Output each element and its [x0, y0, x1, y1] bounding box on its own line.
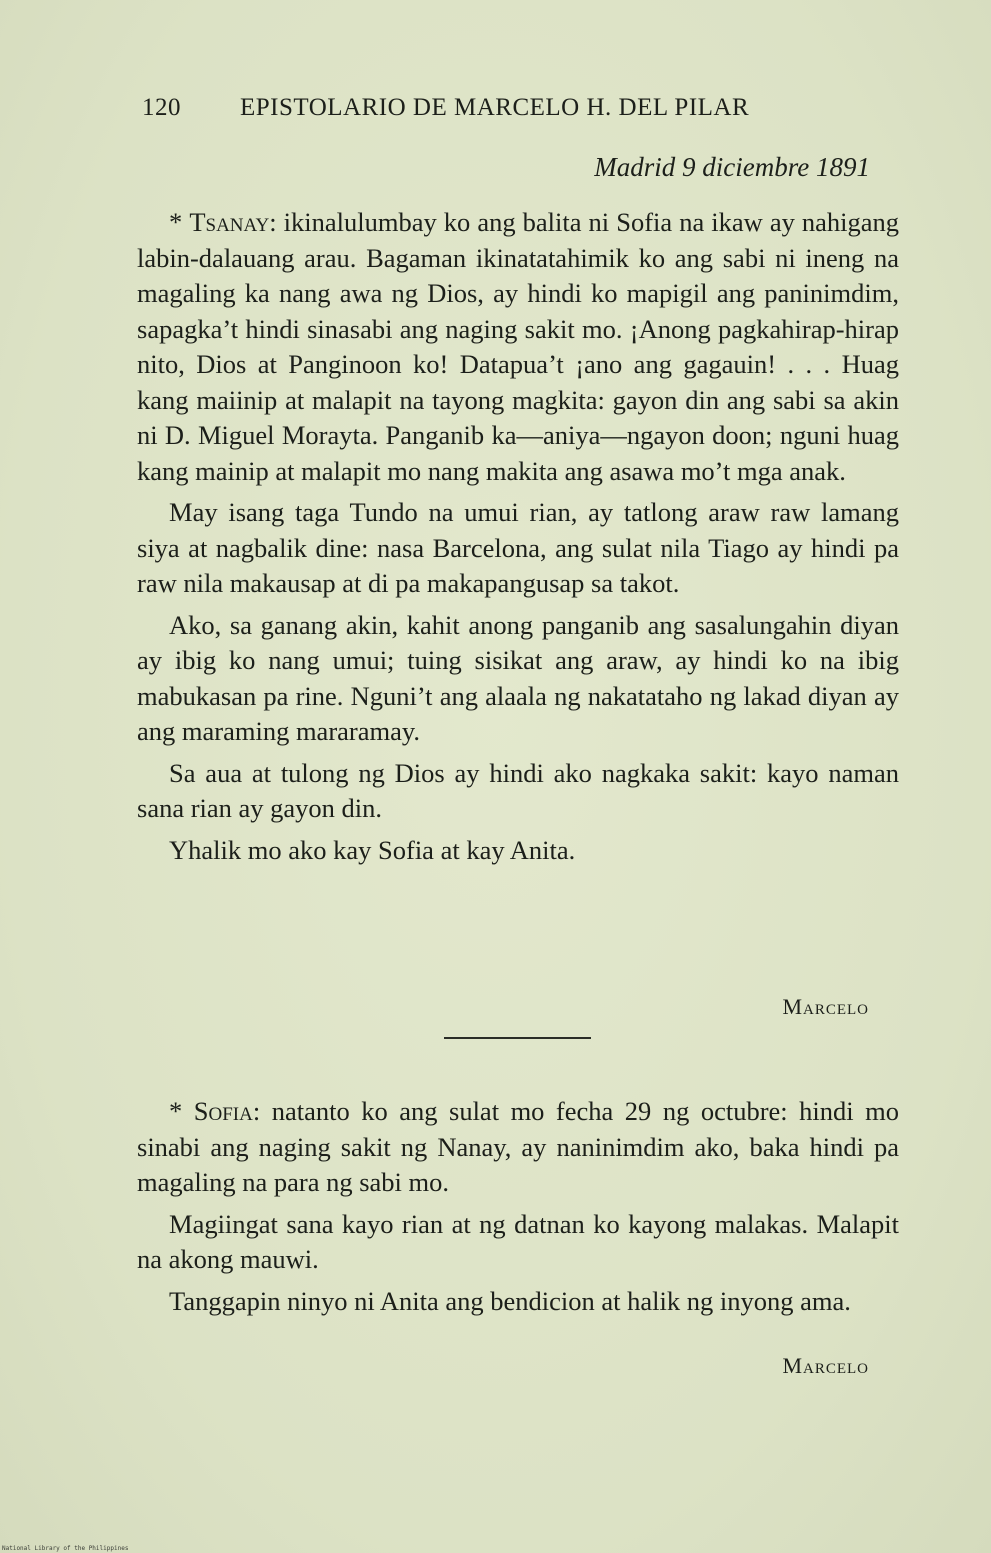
paragraph-text: : ikinalulumbay ko ang balita ni Sofia na ikaw ay nahigang labin-dalauang arau. Bagaman ikinatatahimik ko ang sabi ni ineng na magaling ka nang awa ng Dios, ay hindi ko mapigil ang paninimdim, sapagka’t hindi sinasabi ang naging sakit mo. ¡Anong pagkahirap-hirap nito, Dios at Panginoon ko! Datapua’t ¡ano ang gagauin! . . . Huag kang maiinip at malapit na tayong magkita: gayon din ang sabi sa akin ni D. Miguel Morayta. Panganib ka—aniya—ngayon doon; nguni huag kang mainip at malapit mo nang makita ang asawa mo’t mga anak.: [137, 207, 900, 486]
letter-paragraph: Yhalik mo ako kay Sofia at kay Anita.: [169, 834, 576, 865]
footnote-marker: *: [169, 1096, 194, 1126]
letter-paragraph: Tanggapin ninyo ni Anita ang bendicion at halik ng inyong ama.: [169, 1285, 851, 1316]
letter-paragraph: Magiingat sana kayo rian at ng datnan ko kayong malakas. Malapit na akong mauwi.: [137, 1208, 899, 1274]
section-divider: [444, 1037, 591, 1039]
running-title: EPISTOLARIO DE MARCELO H. DEL PILAR: [240, 94, 750, 121]
page-header: [142, 94, 822, 134]
letter-paragraph: [137, 1094, 899, 1201]
library-credit: National Library of the Philippines: [2, 1545, 129, 1552]
letter-paragraph: Sa aua at tulong ng Dios ay hindi ako nagkaka sakit: kayo naman sana rian ay gayon din.: [137, 757, 899, 823]
letter-paragraph: Ako, sa ganang akin, kahit anong panganib ang sasalungahin diyan ay ibig ko nang umui; tuing sisikat ang araw, ay hindi ko na ibig mabukasan pa rine. Nguni’t ang alaala ng nakatataho ng lakad diyan ay ang maraming mararamay.: [137, 609, 899, 746]
signature: Marcelo: [782, 994, 869, 1019]
letter-to-tsanay: [137, 205, 899, 874]
addressee: Sofia: [193, 1096, 253, 1126]
letter-paragraph: May isang taga Tundo na umui rian, ay tatlong araw raw lamang siya at nagbalik dine: nasa Barcelona, ang sulat nila Tiago ay hindi pa raw nila makausap at di pa makapangusap sa takot.: [137, 497, 899, 598]
addressee: Tsanay: [189, 207, 270, 237]
paragraph-text: : natanto ko ang sulat mo fecha 29 ng octubre: hindi mo sinabi ang naging sakit ng Nanay, ay naninimdim ako, baka hindi pa magaling na para ng sabi mo.: [137, 1096, 900, 1197]
page-number: 120: [142, 94, 181, 121]
footnote-marker: *: [169, 207, 190, 237]
letter-paragraph: [137, 205, 899, 489]
signature: Marcelo: [782, 1353, 869, 1378]
dateline: Madrid 9 diciembre 1891: [594, 152, 870, 182]
letter-to-sofia: [137, 1094, 899, 1325]
